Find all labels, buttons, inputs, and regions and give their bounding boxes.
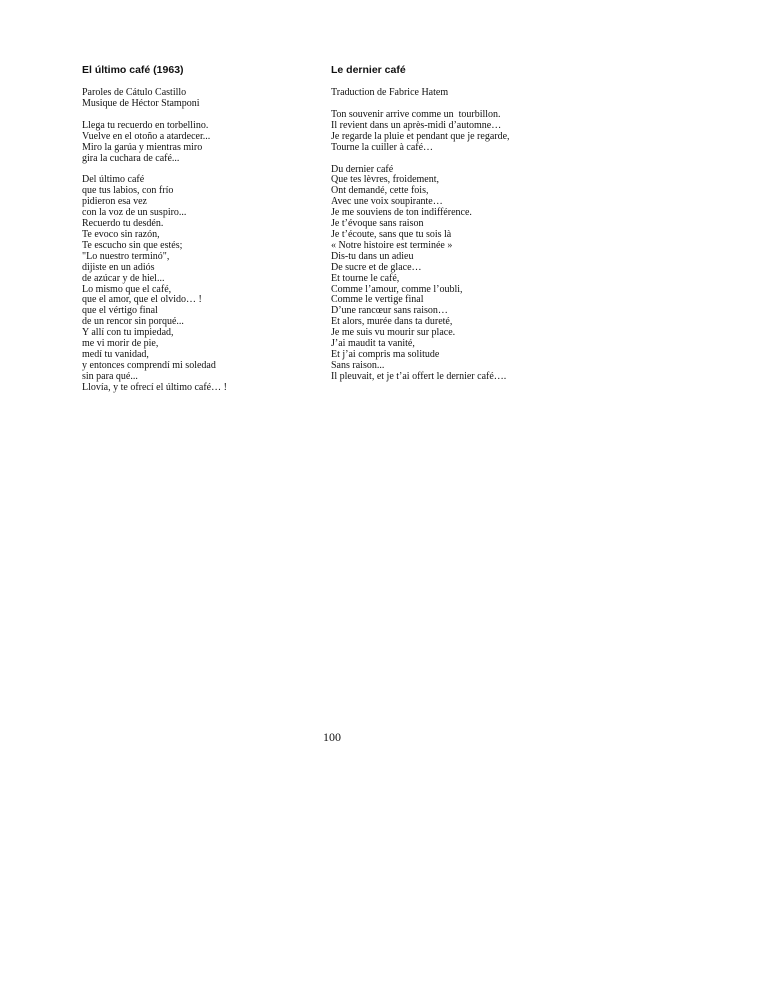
verse-line: Comme le vertige final (331, 294, 424, 306)
verse-line: Que tes lèvres, froidement, (331, 174, 440, 186)
verse-line: Traduction de Fabrice Hatem (331, 87, 449, 98)
spanish-stanza-2 (82, 175, 332, 393)
french-column (331, 64, 591, 394)
verse-line: Tourne la cuiller à café… (331, 141, 434, 153)
verse-line: Je regarde la pluie et pendant que je regarde, (331, 130, 510, 142)
verse-line: "Lo nuestro terminó", (82, 250, 170, 262)
verse-line: Musique de Héctor Stamponi (82, 97, 200, 109)
verse-line: que el vértigo final (82, 305, 158, 317)
verse-line: que tus labios, con frío (82, 185, 174, 197)
verse-line: con la voz de un suspiro... (82, 207, 187, 219)
verse-line: sin para qué... (82, 370, 138, 382)
verse-line: De sucre et de glace… (331, 261, 422, 273)
page-number: 100 (323, 730, 341, 744)
verse-line: de azúcar y de hiel... (82, 272, 165, 284)
verse-line: Vuelve en el otoño a atardecer... (82, 130, 211, 142)
verse-line: gira la cuchara de café... (82, 152, 180, 164)
verse-line: Llega tu recuerdo en torbellino. (82, 119, 209, 131)
verse-line: Je me souviens de ton indifférence. (331, 207, 472, 219)
verse-line: Dis-tu dans un adieu (331, 250, 414, 262)
verse-line: y entonces comprendí mi soledad (82, 359, 216, 371)
verse-line: Y allí con tu impiedad, (82, 327, 174, 339)
verse-line: Te evoco sin razón, (82, 228, 160, 240)
verse-line: me vi morir de pie, (82, 338, 159, 350)
verse-line: de un rencor sin porqué... (82, 316, 184, 328)
verse-line: Je t’écoute, sans que tu sois là (331, 228, 452, 240)
verse-line: D’une rancœur sans raison… (331, 305, 448, 317)
verse-line: Ont demandé, cette fois, (331, 185, 429, 197)
spanish-column (82, 64, 332, 405)
verse-line: que el amor, que el olvido… ! (82, 294, 202, 306)
verse-line: Et tourne le café, (331, 272, 400, 284)
verse-line: Miro la garúa y mientras miro (82, 141, 203, 153)
verse-line: Llovía, y te ofrecí el último café… ! (82, 381, 227, 393)
verse-line: Lo mismo que el café, (82, 283, 172, 295)
spanish-stanza-1 (82, 121, 332, 165)
french-stanza-1 (331, 110, 591, 154)
verse-line: pidieron esa vez (82, 196, 147, 208)
verse-line: Comme l’amour, comme l’oubli, (331, 283, 463, 295)
verse-line: Je me suis vu mourir sur place. (331, 327, 456, 339)
verse-line: Paroles de Cátulo Castillo (82, 87, 187, 98)
verse-line: Recuerdo tu desdén. (82, 218, 164, 230)
verse-line: Du dernier café (331, 163, 394, 175)
verse-line: Del último café (82, 174, 145, 186)
verse-line: Il revient dans un après-midi d’automne… (331, 119, 502, 131)
french-title: Le dernier café (331, 64, 406, 76)
spanish-credits (82, 88, 332, 110)
french-credits (331, 88, 591, 99)
verse-line: Sans raison... (331, 359, 385, 371)
verse-line: medí tu vanidad, (82, 348, 149, 360)
french-stanza-2 (331, 165, 591, 383)
verse-line: Te escucho sin que estés; (82, 239, 183, 251)
verse-line: Et j’ai compris ma solitude (331, 348, 440, 360)
verse-line: Je t’évoque sans raison (331, 218, 424, 230)
verse-line: J’ai maudit ta vanité, (331, 338, 415, 350)
verse-line: Et alors, murée dans ta dureté, (331, 316, 453, 328)
verse-line: Il pleuvait, et je t’ai offert le dernier café…. (331, 370, 507, 382)
verse-line: Ton souvenir arrive comme un tourbillon. (331, 108, 501, 120)
verse-line: dijiste en un adiós (82, 261, 155, 273)
spanish-title: El último café (1963) (82, 64, 184, 76)
verse-line: « Notre histoire est terminée » (331, 239, 453, 251)
verse-line: Avec une voix soupirante… (331, 196, 443, 208)
